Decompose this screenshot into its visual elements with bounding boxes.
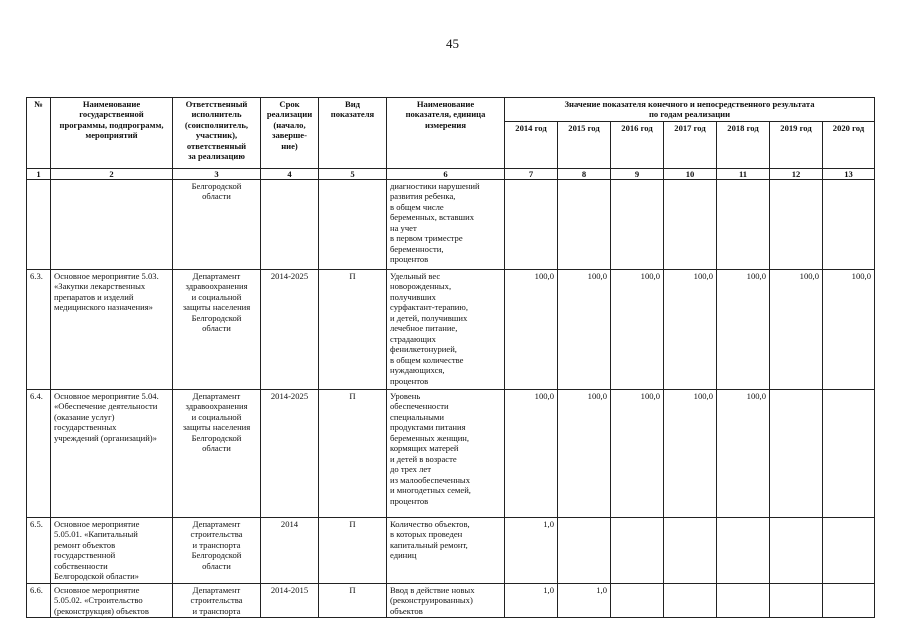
row-value: 1,0 xyxy=(558,583,611,617)
row-responsible: Департамент строительства и транспорта Белгородской области xyxy=(173,517,261,583)
row-value xyxy=(717,583,770,617)
row-value xyxy=(770,179,823,269)
row-value: 100,0 xyxy=(664,269,717,389)
row-no: 6.6. xyxy=(27,583,51,617)
row-value xyxy=(823,517,875,583)
header-values-group: Значение показателя конечного и непосредственного результата по годам реализации xyxy=(505,98,875,122)
column-number: 3 xyxy=(173,168,261,179)
header-type: Вид показателя xyxy=(319,98,387,169)
column-number: 5 xyxy=(319,168,387,179)
row-value: 1,0 xyxy=(505,583,558,617)
table-row xyxy=(27,269,875,389)
column-number-row xyxy=(27,168,875,179)
header-year: 2020 год xyxy=(823,121,875,168)
column-number: 10 xyxy=(664,168,717,179)
row-name xyxy=(51,179,173,269)
column-number: 7 xyxy=(505,168,558,179)
row-value xyxy=(558,517,611,583)
header-year: 2015 год xyxy=(558,121,611,168)
row-value: 100,0 xyxy=(505,269,558,389)
row-value xyxy=(505,179,558,269)
column-number: 12 xyxy=(770,168,823,179)
row-value: 100,0 xyxy=(717,389,770,517)
row-value xyxy=(664,179,717,269)
column-number: 1 xyxy=(27,168,51,179)
row-name: Основное мероприятие 5.05.01. «Капитальный ремонт объектов государственной собственности Белгородской области» xyxy=(51,517,173,583)
header-period: Срок реализации (начало, заверше- ние) xyxy=(261,98,319,169)
row-value: 100,0 xyxy=(611,389,664,517)
row-indicator: Уровень обеспеченности специальными продуктами питания беременных женщин, кормящих матерей и детей в возрасте до трех лет из малообеспеченных и многодетных семей, процентов xyxy=(387,389,505,517)
row-value xyxy=(664,583,717,617)
table-row xyxy=(27,179,875,269)
row-value xyxy=(770,517,823,583)
row-value xyxy=(823,583,875,617)
row-indicator: Удельный вес новорожденных, получивших сурфактант-терапию, и детей, получивших лечебное питание, страдающих фенилкетонурией, в общем количестве нуждающихся, процентов xyxy=(387,269,505,389)
row-name: Основное мероприятие 5.04. «Обеспечение деятельности (оказание услуг) государственных учреждений (организаций)» xyxy=(51,389,173,517)
header-row xyxy=(27,98,875,122)
row-type: П xyxy=(319,583,387,617)
row-value: 100,0 xyxy=(664,389,717,517)
header-year: 2016 год xyxy=(611,121,664,168)
row-responsible: Белгородской области xyxy=(173,179,261,269)
row-value xyxy=(664,517,717,583)
row-value xyxy=(823,389,875,517)
column-number: 2 xyxy=(51,168,173,179)
header-year: 2018 год xyxy=(717,121,770,168)
row-value xyxy=(558,179,611,269)
row-period: 2014-2015 xyxy=(261,583,319,617)
row-period xyxy=(261,179,319,269)
row-responsible: Департамент здравоохранения и социальной защиты населения Белгородской области xyxy=(173,389,261,517)
row-name: Основное мероприятие 5.05.02. «Строительство (реконструкция) объектов xyxy=(51,583,173,617)
row-type: П xyxy=(319,389,387,517)
row-value xyxy=(611,179,664,269)
row-indicator: Количество объектов, в которых проведен капитальный ремонт, единиц xyxy=(387,517,505,583)
row-no: 6.5. xyxy=(27,517,51,583)
row-no: 6.3. xyxy=(27,269,51,389)
row-no: 6.4. xyxy=(27,389,51,517)
row-value xyxy=(611,517,664,583)
row-no xyxy=(27,179,51,269)
row-value xyxy=(770,583,823,617)
column-number: 11 xyxy=(717,168,770,179)
row-value xyxy=(717,179,770,269)
column-number: 9 xyxy=(611,168,664,179)
row-type: П xyxy=(319,517,387,583)
row-period: 2014-2025 xyxy=(261,269,319,389)
row-indicator: диагностики нарушений развития ребенка, в общем числе беременных, вставших на учет в первом триместре беременности, процентов xyxy=(387,179,505,269)
column-number: 4 xyxy=(261,168,319,179)
row-period: 2014 xyxy=(261,517,319,583)
row-value xyxy=(717,517,770,583)
column-number: 8 xyxy=(558,168,611,179)
header-name: Наименование государственной программы, подпрограмм, мероприятий xyxy=(51,98,173,169)
header-responsible: Ответственный исполнитель (соисполнитель, участник), ответственный за реализацию xyxy=(173,98,261,169)
table-row xyxy=(27,517,875,583)
table-row xyxy=(27,583,875,617)
header-no: № xyxy=(27,98,51,169)
header-year: 2019 год xyxy=(770,121,823,168)
row-type: П xyxy=(319,269,387,389)
row-value: 100,0 xyxy=(823,269,875,389)
row-type xyxy=(319,179,387,269)
row-value xyxy=(770,389,823,517)
row-value: 100,0 xyxy=(611,269,664,389)
row-responsible: Департамент здравоохранения и социальной защиты населения Белгородской области xyxy=(173,269,261,389)
row-value: 100,0 xyxy=(505,389,558,517)
row-value: 100,0 xyxy=(558,389,611,517)
row-value xyxy=(611,583,664,617)
indicators-table xyxy=(26,97,875,618)
row-value: 100,0 xyxy=(717,269,770,389)
row-value: 1,0 xyxy=(505,517,558,583)
row-period: 2014-2025 xyxy=(261,389,319,517)
column-number: 6 xyxy=(387,168,505,179)
header-year: 2014 год xyxy=(505,121,558,168)
row-name: Основное мероприятие 5.03. «Закупки лекарственных препаратов и изделий медицинского назначения» xyxy=(51,269,173,389)
header-year: 2017 год xyxy=(664,121,717,168)
header-indicator: Наименование показателя, единица измерения xyxy=(387,98,505,169)
row-value: 100,0 xyxy=(558,269,611,389)
table-row xyxy=(27,389,875,517)
row-responsible: Департамент строительства и транспорта xyxy=(173,583,261,617)
row-indicator: Ввод в действие новых (реконструированных) объектов xyxy=(387,583,505,617)
column-number: 13 xyxy=(823,168,875,179)
row-value: 100,0 xyxy=(770,269,823,389)
row-value xyxy=(823,179,875,269)
page-number: 45 xyxy=(446,36,459,51)
